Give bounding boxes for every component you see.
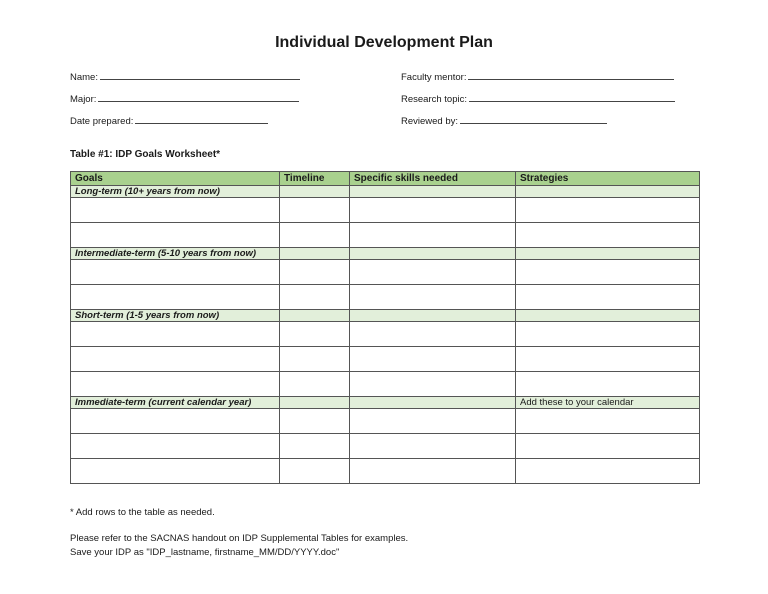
reviewed-by-label: Reviewed by: xyxy=(401,116,459,127)
table-row xyxy=(71,347,700,372)
table-cell[interactable] xyxy=(350,260,516,285)
section-label: Intermediate-term (5-10 years from now) xyxy=(71,248,280,260)
table-cell[interactable] xyxy=(280,223,350,248)
table-cell[interactable] xyxy=(516,322,700,347)
table-row xyxy=(71,223,700,248)
table-cell[interactable] xyxy=(350,248,516,260)
table-cell[interactable] xyxy=(350,310,516,322)
table-cell[interactable] xyxy=(71,372,280,397)
table-cell[interactable] xyxy=(516,347,700,372)
table-row xyxy=(71,434,700,459)
faculty-mentor-line[interactable] xyxy=(468,70,674,80)
table-cell[interactable] xyxy=(71,260,280,285)
table-cell[interactable] xyxy=(280,285,350,310)
footnote-add-rows: * Add rows to the table as needed. xyxy=(70,507,215,518)
section-note[interactable] xyxy=(516,310,700,322)
section-note[interactable] xyxy=(516,248,700,260)
date-prepared-field[interactable] xyxy=(70,114,268,127)
section-row-short-term xyxy=(71,310,700,322)
table-cell[interactable] xyxy=(71,285,280,310)
section-label: Immediate-term (current calendar year) xyxy=(71,397,280,409)
table-cell[interactable] xyxy=(71,322,280,347)
table-cell[interactable] xyxy=(350,198,516,223)
table-cell[interactable] xyxy=(280,310,350,322)
faculty-mentor-label: Faculty mentor: xyxy=(401,72,467,83)
table-cell[interactable] xyxy=(280,434,350,459)
table-cell[interactable] xyxy=(516,198,700,223)
table-cell[interactable] xyxy=(71,409,280,434)
table-cell[interactable] xyxy=(350,434,516,459)
major-field[interactable] xyxy=(70,92,299,105)
column-header-goals: Goals xyxy=(71,172,280,186)
faculty-mentor-field[interactable] xyxy=(401,70,674,83)
reviewed-by-line[interactable] xyxy=(460,114,607,124)
research-topic-label: Research topic: xyxy=(401,94,468,105)
table-cell[interactable] xyxy=(280,260,350,285)
section-note[interactable] xyxy=(516,186,700,198)
table-cell[interactable] xyxy=(516,459,700,484)
research-topic-line[interactable] xyxy=(469,92,675,102)
table-title: Table #1: IDP Goals Worksheet* xyxy=(70,149,221,160)
page-title: Individual Development Plan xyxy=(275,34,493,51)
table-row xyxy=(71,409,700,434)
section-row-long-term xyxy=(71,186,700,198)
name-field[interactable] xyxy=(70,70,300,83)
table-cell[interactable] xyxy=(350,459,516,484)
table-cell[interactable] xyxy=(280,248,350,260)
table-cell[interactable] xyxy=(516,285,700,310)
table-cell[interactable] xyxy=(350,322,516,347)
footnote-save: Save your IDP as "IDP_lastname, firstname_MM/DD/YYYY.doc" xyxy=(70,547,340,558)
date-prepared-label: Date prepared: xyxy=(70,116,134,127)
table-cell[interactable] xyxy=(350,285,516,310)
table-cell[interactable] xyxy=(71,223,280,248)
table-cell[interactable] xyxy=(280,198,350,223)
table-cell[interactable] xyxy=(350,397,516,409)
table-cell[interactable] xyxy=(350,186,516,198)
table-cell[interactable] xyxy=(516,260,700,285)
reviewed-by-field[interactable] xyxy=(401,114,607,127)
table-cell[interactable] xyxy=(71,347,280,372)
major-label: Major: xyxy=(70,94,97,105)
table-row xyxy=(71,260,700,285)
table-cell[interactable] xyxy=(280,397,350,409)
idp-goals-table xyxy=(70,171,700,484)
table-cell[interactable] xyxy=(350,372,516,397)
table-cell[interactable] xyxy=(280,347,350,372)
research-topic-field[interactable] xyxy=(401,92,675,105)
table-cell[interactable] xyxy=(280,372,350,397)
table-cell[interactable] xyxy=(516,434,700,459)
table-cell[interactable] xyxy=(280,186,350,198)
table-cell[interactable] xyxy=(350,347,516,372)
table-cell[interactable] xyxy=(71,198,280,223)
table-cell[interactable] xyxy=(350,223,516,248)
major-line[interactable] xyxy=(98,92,299,102)
section-note[interactable]: Add these to your calendar xyxy=(516,397,700,409)
name-line[interactable] xyxy=(100,70,300,80)
section-label: Long-term (10+ years from now) xyxy=(71,186,280,198)
table-cell[interactable] xyxy=(516,409,700,434)
table-cell[interactable] xyxy=(280,322,350,347)
table-cell[interactable] xyxy=(516,372,700,397)
table-row xyxy=(71,285,700,310)
section-row-intermediate-term xyxy=(71,248,700,260)
table-cell[interactable] xyxy=(71,434,280,459)
table-cell[interactable] xyxy=(280,459,350,484)
footnote-refer: Please refer to the SACNAS handout on IDP Supplemental Tables for examples. xyxy=(70,533,409,544)
table-cell[interactable] xyxy=(280,409,350,434)
table-row xyxy=(71,459,700,484)
table-row xyxy=(71,198,700,223)
table-cell[interactable] xyxy=(71,459,280,484)
section-row-immediate-term xyxy=(71,397,700,409)
column-header-strategies: Strategies xyxy=(516,172,700,186)
table-header-row xyxy=(71,172,700,186)
table-row xyxy=(71,372,700,397)
column-header-skills: Specific skills needed xyxy=(350,172,516,186)
table-row xyxy=(71,322,700,347)
table-cell[interactable] xyxy=(516,223,700,248)
column-header-timeline: Timeline xyxy=(280,172,350,186)
table-cell[interactable] xyxy=(350,409,516,434)
name-label: Name: xyxy=(70,72,98,83)
date-prepared-line[interactable] xyxy=(135,114,268,124)
section-label: Short-term (1-5 years from now) xyxy=(71,310,280,322)
